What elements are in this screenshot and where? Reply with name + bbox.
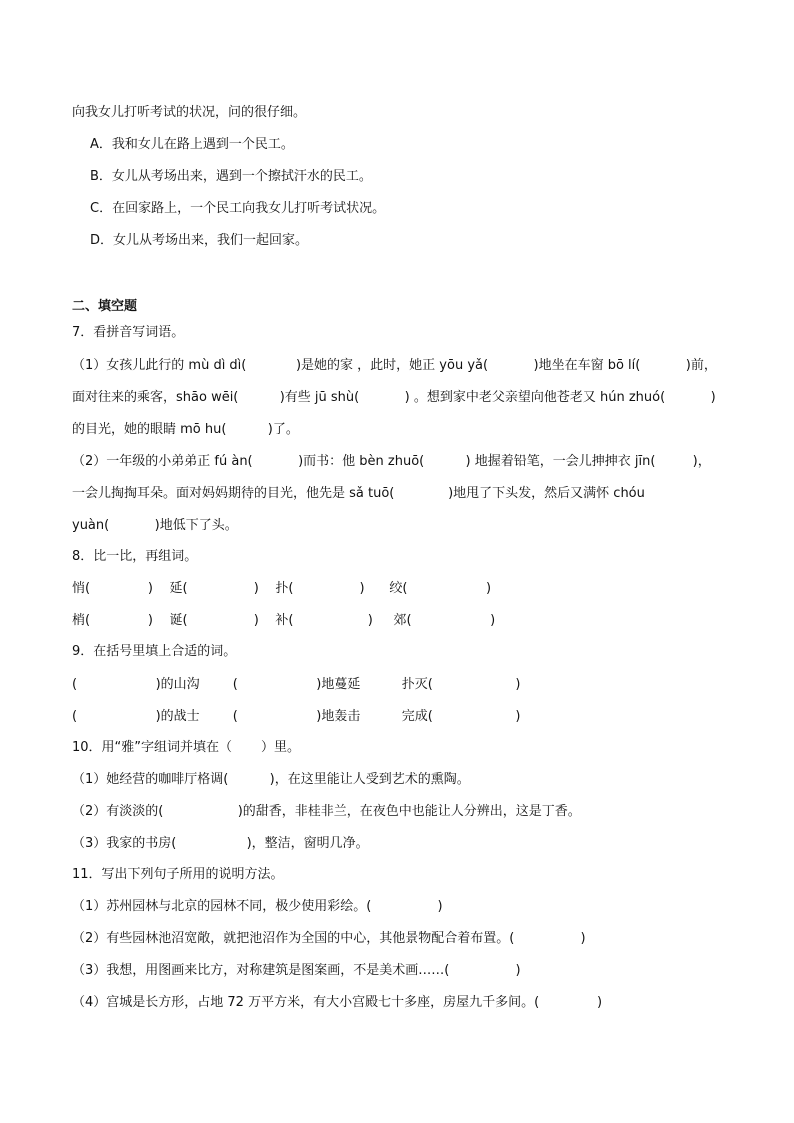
q7-p1-line-2: 面对往来的乘客，shāo wēi( )有些 jū shù( ) 。想到家中老父亲望向他苍老又 hún zhuó( ): [72, 390, 716, 405]
q10-title: 10．用“雅”字组词并填在（ ）里。: [72, 740, 300, 755]
q11-item-1: （1）苏州园林与北京的园林不同，极少使用彩绘。( ): [72, 899, 443, 914]
q7-p2-line-1: （2）一年级的小弟弟正 fú àn( )而书：他 bèn zhuō( ) 地握着铅笔，一会儿抻抻衣 jīn( )，: [72, 454, 711, 469]
q9-row-1: ( )的山沟 ( )地蔓延 扑灭( ): [72, 677, 521, 692]
q7-p1-line-3: 的目光，她的眼睛 mō hu( )了。: [72, 422, 299, 437]
q7-p2-line-2: 一会儿掏掏耳朵。面对妈妈期待的目光，他先是 sǎ tuō( )地甩了下头发，然后又满怀 chóu: [72, 486, 645, 501]
q6-intro-text: 向我女儿打听考试的状况，问的很仔细。: [72, 105, 307, 120]
q7-p2-line-3: yuàn( )地低下了头。: [72, 518, 238, 533]
q10-item-3: （3）我家的书房( )，整洁，窗明几净。: [72, 836, 369, 851]
q6-option-d: D．女儿从考场出来，我们一起回家。: [90, 233, 309, 248]
q11-item-2: （2）有些园林池沼宽敞，就把池沼作为全国的中心，其他景物配合着布置。( ): [72, 931, 586, 946]
q6-option-c: C．在回家路上，一个民工向我女儿打听考试状况。: [90, 201, 386, 216]
q8-title: 8．比一比，再组词。: [72, 549, 198, 564]
section-heading: 二、填空题: [72, 299, 138, 314]
q6-option-b: B．女儿从考场出来，遇到一个擦拭汗水的民工。: [90, 169, 372, 184]
q10-item-2: （2）有淡淡的( )的甜香，非桂非兰，在夜色中也能让人分辨出，这是丁香。: [72, 804, 581, 819]
q11-item-3: （3）我想，用图画来比方，对称建筑是图案画，不是美术画……( ): [72, 963, 521, 978]
q8-row-1: 悄( ) 延( ) 扑( ) 绞( ): [72, 581, 492, 596]
q7-title: 7．看拼音写词语。: [72, 325, 185, 340]
q7-p1-line-1: （1）女孩儿此行的 mù dì dì( )是她的家 ，此时，她正 yōu yǎ( )地坐在车窗 bō lí( )前，: [72, 358, 717, 373]
q9-row-2: ( )的战士 ( )地轰击 完成( ): [72, 709, 521, 724]
q11-item-4: （4）宫城是长方形，占地 72 万平方米，有大小宫殿七十多座，房屋九千多间。( ): [72, 995, 603, 1010]
q8-row-2: 梢( ) 诞( ) 补( ) 郊( ): [72, 613, 496, 628]
q10-item-1: （1）她经营的咖啡厅格调( )，在这里能让人受到艺术的熏陶。: [72, 772, 470, 787]
q9-title: 9．在括号里填上合适的词。: [72, 644, 237, 659]
q6-option-a: A．我和女儿在路上遇到一个民工。: [90, 137, 294, 152]
q11-title: 11．写出下列句子所用的说明方法。: [72, 867, 284, 882]
